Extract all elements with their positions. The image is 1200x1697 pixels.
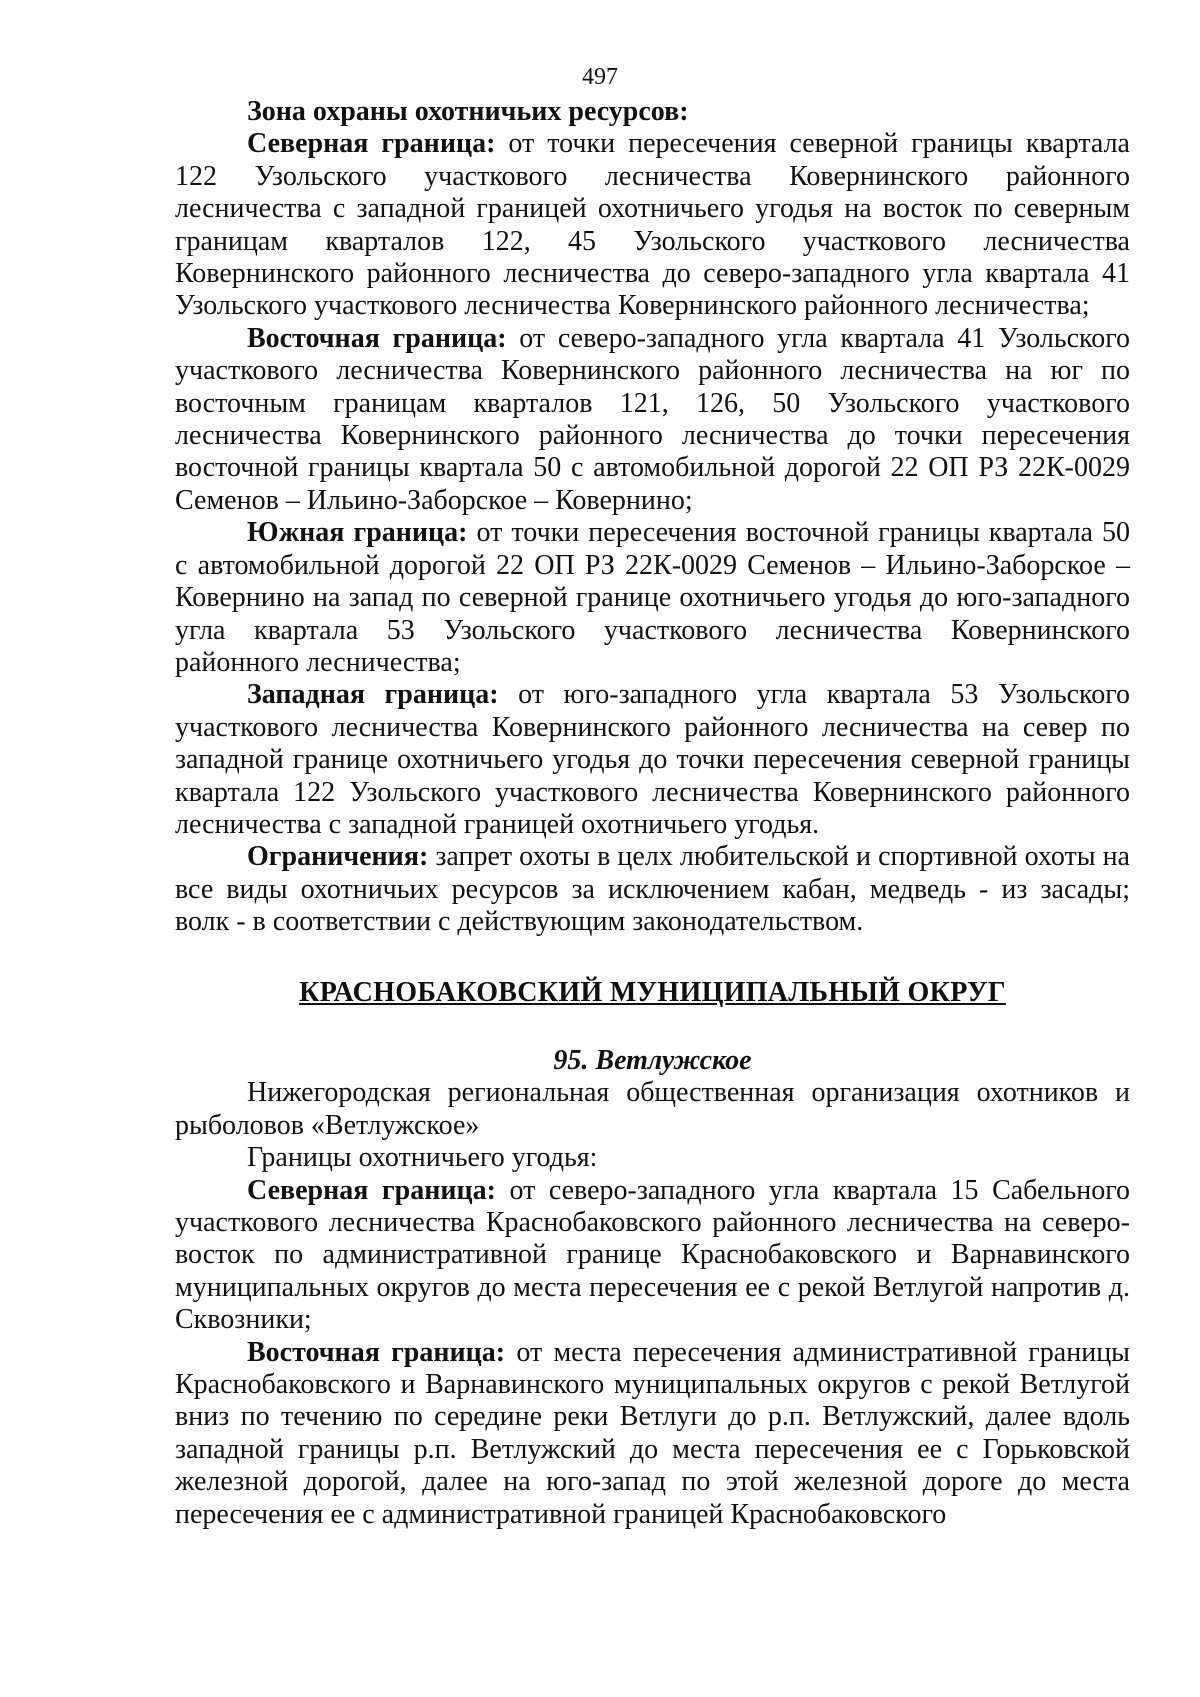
section-title: 95. Ветлужское — [553, 1044, 752, 1076]
zone-east-text: от северо-западного угла квартала 41 Узольского участкового лесничества Ковернинского районного лесничества на юг по восточным границам кварталов 121, 126, 50 Узольского участкового лесничества Ковернинского районного лесничества до точки пересечения восточной границы квартала 50 с автомобильной дорогой 22 ОП РЗ 22К-0029 Семенов – Ильино-Заборское – Ковернино; — [175, 322, 1130, 516]
zone-restrictions — [175, 841, 1130, 938]
page-number: 497 — [582, 64, 618, 90]
zone-restrictions-label: Ограничения: — [247, 841, 429, 873]
zone-south-text: от точки пересечения восточной границы квартала 50 с автомобильной дорогой 22 ОП РЗ 22К-0029 Семенов – Ильино-Заборское – Ковернино на запад по северной границе охотничьего угодья до юго-западного угла квартала 53 Узольского участкового лесничества Ковернинского районного лесничества; — [175, 517, 1130, 678]
section-north-text: от северо-западного угла квартала 15 Сабельного участкового лесничества Краснобаковского районного лесничества на северо-восток по административной границе Краснобаковского и Варнавинского муниципальных округов до места пересечения ее с рекой Ветлугой напротив д. Сквозники; — [175, 1174, 1130, 1336]
organization-name: Нижегородская региональная общественная организация охотников и рыболовов «Ветлужское» — [175, 1077, 1130, 1141]
boundaries-heading: Границы охотничьего угодья: — [247, 1142, 598, 1174]
section-east-boundary — [175, 1337, 1130, 1531]
zone-north-boundary — [175, 128, 1130, 322]
zone-west-boundary — [175, 679, 1130, 841]
zone-west-label: Западная граница: — [247, 679, 499, 711]
zone-north-text: от точки пересечения северной границы квартала 122 Узольского участкового лесничества Ковернинского районного лесничества с западной границей охотничьего угодья на восток по северным границам кварталов 122, 45 Узольского участкового лесничества Ковернинского районного лесничества до северо-западного угла квартала 41 Узольского участкового лесничества Ковернинского районного лесничества; — [175, 128, 1130, 322]
section-east-label: Восточная граница: — [247, 1336, 506, 1368]
zone-south-boundary — [175, 517, 1130, 679]
zone-west-text: от юго-западного угла квартала 53 Узольского участкового лесничества Ковернинского районного лесничества на север по западной границе охотничьего угодья до точки пересечения северной границы квартала 122 Узольского участкового лесничества Ковернинского районного лесничества с западной границей охотничьего угодья. — [175, 679, 1131, 840]
section-north-label: Северная граница: — [247, 1174, 496, 1206]
zone-south-label: Южная граница: — [247, 517, 468, 549]
zone-east-boundary — [175, 323, 1130, 517]
district-title: КРАСНОБАКОВСКИЙ МУНИЦИПАЛЬНЫЙ ОКРУГ — [299, 976, 1006, 1008]
zone-heading: Зона охраны охотничьих ресурсов: — [247, 96, 689, 127]
zone-restrictions-text: запрет охоты в целх любительской и спортивной охоты на все виды охотничьих ресурсов за исключением кабан, медведь - из засады; волк - в соответствии с действующим законодательством. — [175, 841, 1130, 938]
zone-north-label: Северная граница: — [247, 128, 496, 160]
section-north-boundary — [175, 1175, 1130, 1337]
section-east-text: от места пересечения административной границы Краснобаковского и Варнавинского муниципальных округов с рекой Ветлугой вниз по течению по середине реки Ветлуги до р.п. Ветлужский, далее вдоль западной границы р.п. Ветлужский до места пересечения ее с Горьковской железной дорогой, далее на юго-запад по этой железной дороге до места пересечения ее с административной границей Краснобаковского — [175, 1336, 1130, 1530]
zone-east-label: Восточная граница: — [247, 322, 507, 354]
